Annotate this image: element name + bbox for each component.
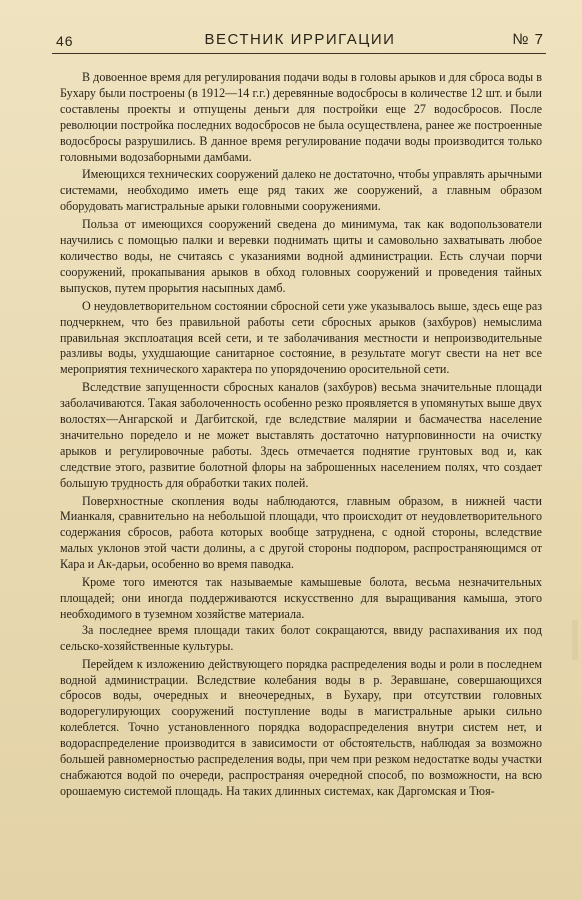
header-rule	[52, 53, 546, 54]
paper-stain	[572, 620, 578, 660]
paragraph: В довоенное время для регулирования подачи воды в головы арыков и для сброса воды в Бухару были построены (в 1912—14 г.г.) деревянные водосбросы в количестве 12 шт. и были составлены проекты и отпущены деньги для постройки еще 27 водосбросов. После революции постройка последних водосбросов не была осуществлена, ранее же построенные водосбросы разрушились. В данное время регулирование подачи воды производится только головными водозаборными дамбами.	[60, 70, 542, 164]
paragraph: Кроме того имеются так называемые камышевые болота, весьма незначительных площадей; они иногда поддерживаются искусственно для выращивания камыша, этого необходимого в туземном хозяйстве материала.	[60, 575, 542, 621]
paragraph: За последнее время площади таких болот сокращаются, ввиду распахивания их под сельско-хозяйственные культуры.	[60, 622, 542, 653]
paragraph: Вследствие запущенности сбросных каналов (захбуров) весьма значительные площади заболачиваются. Такая заболоченность особенно резко проявляется в упомянутых выше двух волостях—Ангарской и Дагбитской, где вследствие малярии и басмачества население значительно поредело и не может выставлять достаточно натурповинности на очистку арыков и регулировочные работы. Здесь отмечается поднятие грунтовых вод и, как следствие этого, развитие болотной флоры на заброшенных населением полях, что создает большую трудность для обработки таких полей.	[60, 380, 542, 490]
paragraph: Поверхностные скопления воды наблюдаются, главным образом, в нижней части Мианкаля, сравнительно на небольшой площади, что происходит от неудовлетворительного содержания сбросов, работа которых вообще затруднена, с одной стороны, вследствие малых уклонов этой части долины, а с другой стороны подпором, распространяющимся от Кара и Ак-дарьи, особенно во время паводка.	[60, 493, 542, 572]
issue-number: № 7	[512, 31, 544, 48]
page-number: 46	[56, 33, 74, 49]
article-body	[60, 70, 542, 802]
paragraph: Польза от имеющихся сооружений сведена до минимума, так как водопользователи научились с помощью палки и веревки поднимать щиты и самовольно захватывать любое количество воды, не считаясь с указаниями водной администрации. Есть случаи порчи сооружений, прокапывания арыков в обход головных сооружений и проведения тайных выпусков, путем прорытия насыпных дамб.	[60, 217, 542, 295]
paragraph: Перейдем к изложению действующего порядка распределения воды и роли в последнем водной администрации. Вследствие колебания воды в р. Зеравшане, совершающихся сбросов воды, очередных и внеочередных, в Бухару, при отсутствии головных водорегулирующих сооружений поступление воды в магистральные арыки сильно колеблется. Точно установленного порядка водораспределения внутри систем нет, и водораспределение производится в зависимости от обстоятельств, наблюдая за возможно большей равномерностью распределения воды, при чем при резком недостатке воды участки снабжаются водой по очереди, распространяя очередной способ, по возможности, на всю орошаемую системой площадь. На таких длинных системах, как Даргомская и Тюя-	[60, 656, 542, 798]
paragraph: Имеющихся технических сооружений далеко не достаточно, чтобы управлять арычными системами, необходимо иметь еще ряд таких же сооружений, а главным образом оборудовать магистральные арыки головными сооружениями.	[60, 167, 542, 214]
running-header	[56, 30, 544, 52]
paragraph: О неудовлетворительном состоянии сбросной сети уже указывалось выше, здесь еще раз подчеркнем, что без правильной работы сети сбросных арыков (захбуров) немыслима правильная эксплоатация всей сети, и те заболачивания местности и непроизводительные разливы воды, ухудшающие санитарное состояние, в результате могут свести на нет все мероприятия технического характера по упорядочению оросительной сети.	[60, 298, 542, 377]
journal-title: ВЕСТНИК ИРРИГАЦИИ	[204, 31, 396, 48]
